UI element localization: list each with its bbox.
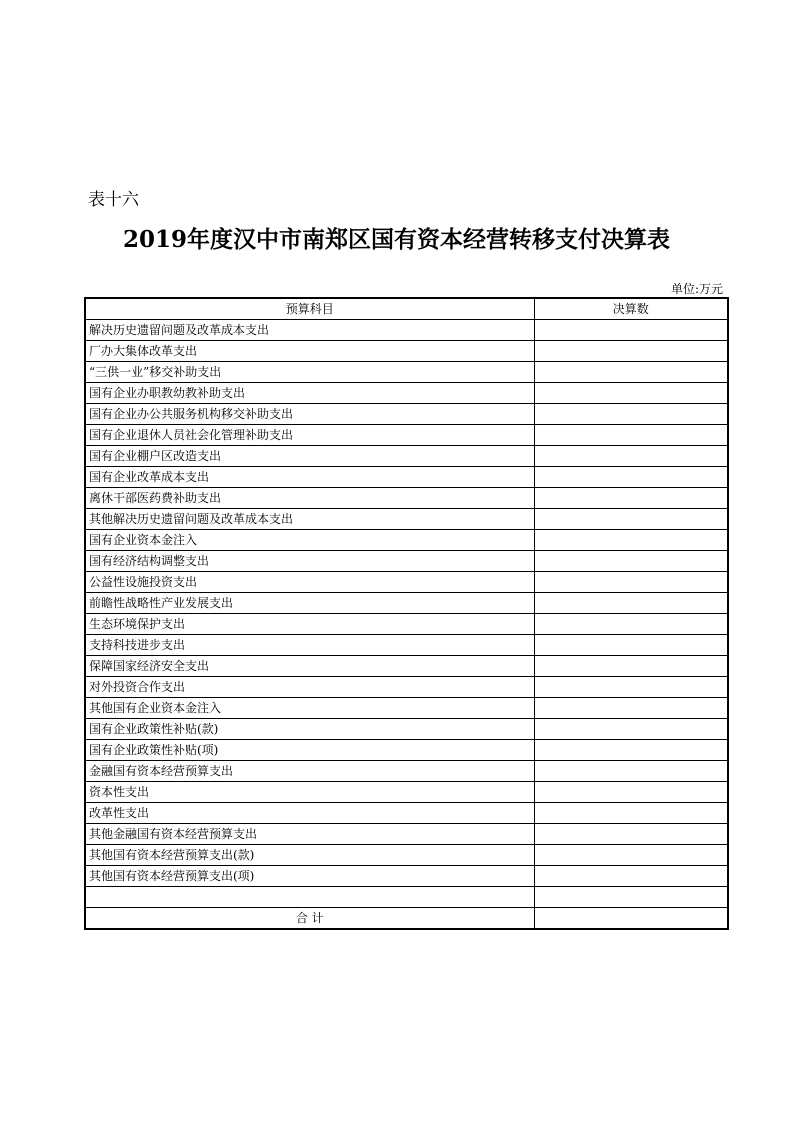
row-subject: 支持科技进步支出 [85,635,534,656]
table-row [85,509,728,530]
row-subject: 国有企业政策性补贴(款) [85,719,534,740]
row-amount [534,761,728,782]
row-subject: “三供一业”移交补助支出 [85,362,534,383]
row-amount [534,404,728,425]
table-row [85,341,728,362]
row-amount [534,467,728,488]
table-row [85,824,728,845]
table-row [85,761,728,782]
table-row [85,656,728,677]
row-amount [534,425,728,446]
row-subject: 保障国家经济安全支出 [85,656,534,677]
budget-table [84,297,729,930]
table-row [85,803,728,824]
row-subject: 其他国有企业资本金注入 [85,698,534,719]
table-row [85,320,728,341]
row-subject: 国有企业退休人员社会化管理补助支出 [85,425,534,446]
row-amount [534,635,728,656]
table-row [85,887,728,908]
table-row [85,530,728,551]
table-row [85,551,728,572]
table-row [85,719,728,740]
document-title: 2019年度汉中市南郑区国有资本经营转移支付决算表 [122,226,670,253]
row-subject: 公益性设施投资支出 [85,572,534,593]
total-amount [534,908,728,930]
header-subject: 预算科目 [85,298,534,320]
row-subject: 解决历史遗留问题及改革成本支出 [85,320,534,341]
row-amount [534,698,728,719]
table-row [85,572,728,593]
total-label: 合 计 [85,908,534,930]
row-amount [534,383,728,404]
table-row [85,446,728,467]
table-row [85,698,728,719]
table-row [85,404,728,425]
row-amount [534,341,728,362]
row-subject: 对外投资合作支出 [85,677,534,698]
row-amount [534,740,728,761]
table-row [85,488,728,509]
table-row [85,362,728,383]
row-amount [534,845,728,866]
table-row [85,383,728,404]
row-subject: 其他国有资本经营预算支出(项) [85,866,534,887]
table-row [85,866,728,887]
table-row [85,467,728,488]
table-row [85,845,728,866]
row-amount [534,866,728,887]
row-amount [534,593,728,614]
row-amount [534,824,728,845]
table-row [85,614,728,635]
row-amount [534,782,728,803]
row-subject [85,887,534,908]
row-subject: 金融国有资本经营预算支出 [85,761,534,782]
row-amount [534,719,728,740]
row-amount [534,320,728,341]
table-body [85,320,728,908]
row-subject: 其他金融国有资本经营预算支出 [85,824,534,845]
row-subject: 资本性支出 [85,782,534,803]
row-subject: 国有企业办公共服务机构移交补助支出 [85,404,534,425]
total-row [85,908,728,930]
row-amount [534,572,728,593]
unit-label: 单位:万元 [670,282,723,296]
row-subject: 国有企业办职教幼教补助支出 [85,383,534,404]
table-row [85,782,728,803]
table-row [85,425,728,446]
row-subject: 国有企业政策性补贴(项) [85,740,534,761]
table-row [85,740,728,761]
table-row [85,593,728,614]
table-row [85,635,728,656]
row-amount [534,887,728,908]
row-amount [534,656,728,677]
table-number-label: 表十六 [88,190,139,210]
row-amount [534,614,728,635]
row-subject: 改革性支出 [85,803,534,824]
row-amount [534,551,728,572]
table-row [85,677,728,698]
row-subject: 国有企业资本金注入 [85,530,534,551]
row-subject: 前瞻性战略性产业发展支出 [85,593,534,614]
row-amount [534,362,728,383]
row-amount [534,530,728,551]
row-subject: 厂办大集体改革支出 [85,341,534,362]
row-subject: 离休干部医药费补助支出 [85,488,534,509]
row-amount [534,677,728,698]
row-amount [534,803,728,824]
row-subject: 国有经济结构调整支出 [85,551,534,572]
table-header-row [85,298,728,320]
row-subject: 其他国有资本经营预算支出(款) [85,845,534,866]
row-subject: 国有企业改革成本支出 [85,467,534,488]
row-amount [534,446,728,467]
row-amount [534,488,728,509]
row-amount [534,509,728,530]
row-subject: 生态环境保护支出 [85,614,534,635]
row-subject: 其他解决历史遗留问题及改革成本支出 [85,509,534,530]
header-amount: 决算数 [534,298,728,320]
row-subject: 国有企业棚户区改造支出 [85,446,534,467]
